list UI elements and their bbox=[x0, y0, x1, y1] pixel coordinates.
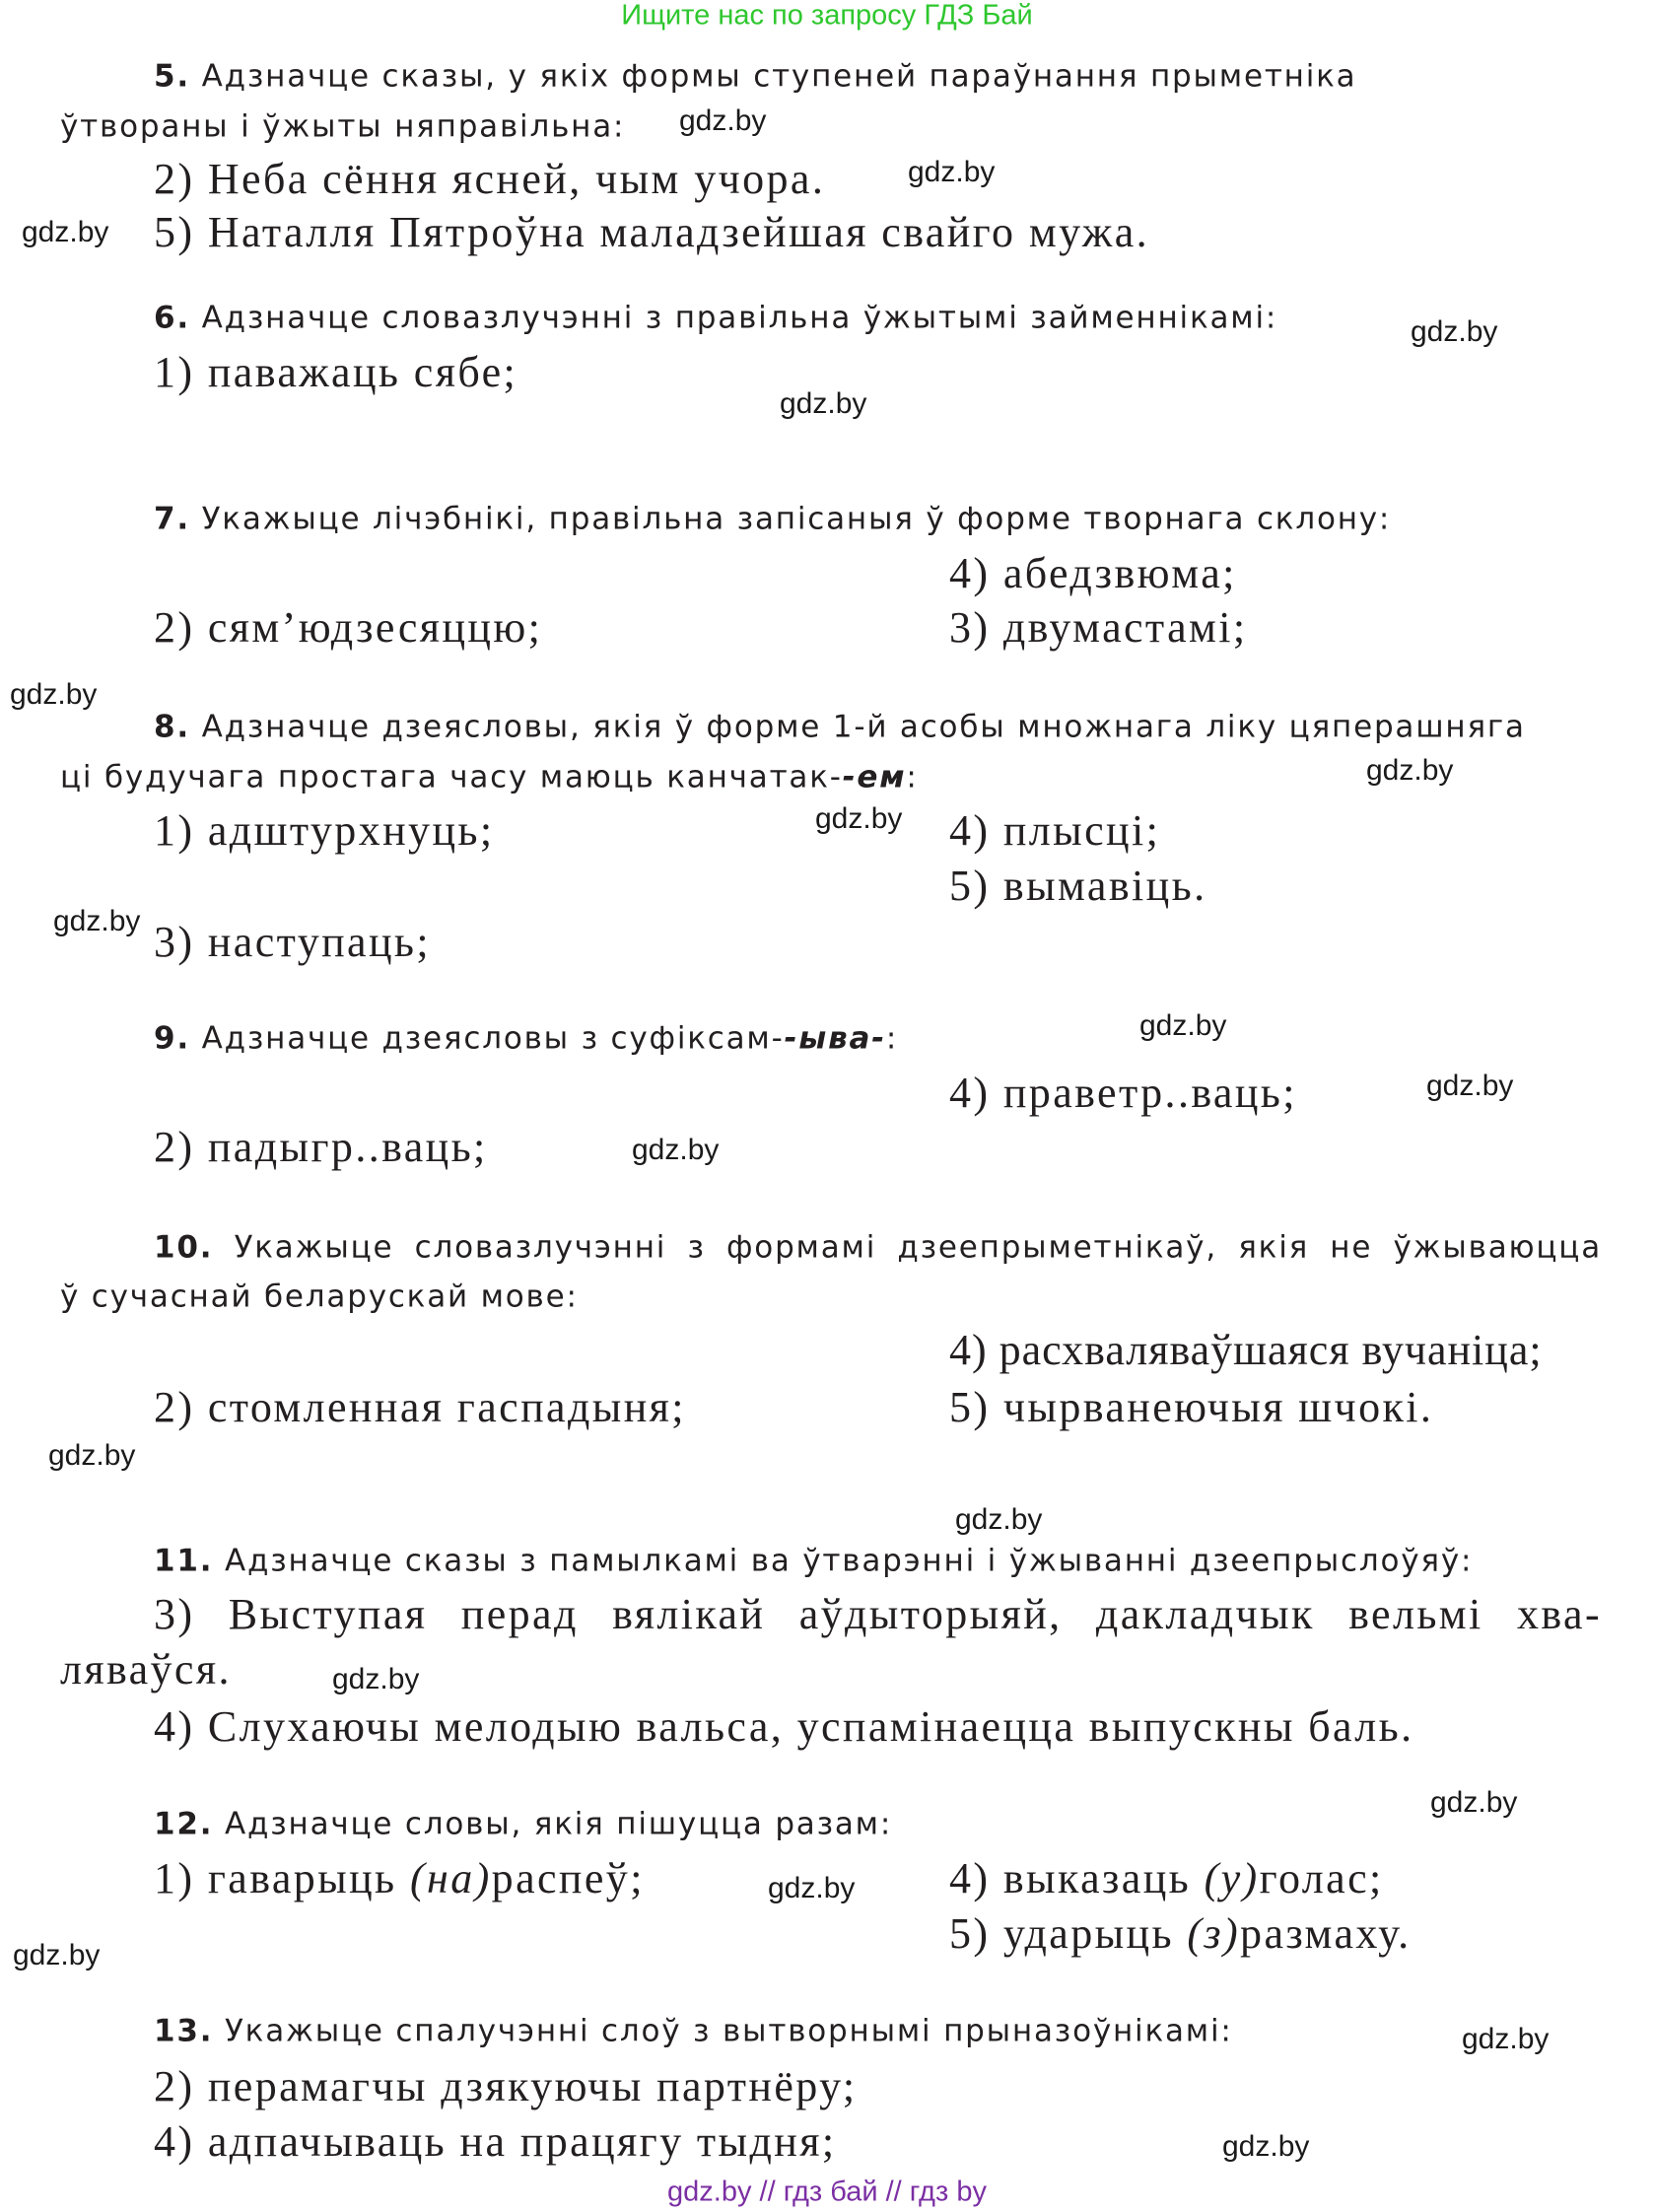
question-text: Укажыце спалучэнні слоў з вытворнымі прыназоўнікамі: bbox=[224, 2013, 1233, 2049]
watermark: gdz.by bbox=[53, 905, 141, 937]
question-6-prompt bbox=[154, 300, 1278, 336]
question-number: 13. bbox=[154, 2013, 214, 2049]
answer-text: 4) выказаць bbox=[949, 1854, 1205, 1902]
watermark: gdz.by bbox=[48, 1439, 136, 1472]
watermark: gdz.by bbox=[908, 156, 996, 188]
watermark: gdz.by bbox=[1430, 1786, 1518, 1819]
colon: : bbox=[885, 1020, 899, 1057]
watermark: gdz.by bbox=[1426, 1070, 1514, 1102]
answer-text: 1) гаварыць bbox=[154, 1854, 410, 1902]
watermark: gdz.by bbox=[22, 216, 109, 248]
answer-option: 3) Выступая перад вялікай аўдыторыяй, дакладчык вельмі хва- bbox=[154, 1590, 1602, 1638]
answer-option: 2) перамагчы дзякуючы партнёру; bbox=[154, 2062, 858, 2110]
answer-option: 4) расхваляваўшаяся вучаніца; bbox=[949, 1326, 1543, 1374]
colon: : bbox=[906, 759, 919, 795]
answer-option: 4) праветр..ваць; bbox=[949, 1069, 1297, 1117]
footer-links[interactable]: gdz.by // гдз бай // гдз by bbox=[667, 2176, 987, 2208]
answer-option: 2) сям’юдзесяццю; bbox=[154, 603, 543, 652]
question-10-prompt bbox=[154, 1229, 1602, 1266]
question-number: 6. bbox=[154, 300, 190, 336]
watermark: gdz.by bbox=[1411, 315, 1498, 348]
answer-option-cont: ляваўся. bbox=[60, 1645, 232, 1694]
question-10-prompt-cont: ў сучаснай беларускай мове: bbox=[60, 1279, 579, 1315]
answer-text: 5) ударыць bbox=[949, 1909, 1188, 1958]
ending-highlight: -ем bbox=[842, 759, 907, 795]
question-number: 7. bbox=[154, 501, 190, 537]
watermark: gdz.by bbox=[1222, 2130, 1310, 2163]
question-text: Укажыце словазлучэнні з формамі дзеепрыметнікаў, якія не ўжываюцца bbox=[234, 1229, 1602, 1266]
question-13-prompt bbox=[154, 2013, 1233, 2049]
answer-italic-part: (з) bbox=[1187, 1909, 1241, 1958]
answer-option bbox=[949, 1909, 1412, 1958]
question-text: Адзначце словы, якія пішуцца разам: bbox=[224, 1806, 893, 1842]
watermark: gdz.by bbox=[632, 1134, 720, 1166]
answer-text: голас; bbox=[1259, 1854, 1384, 1902]
question-12-prompt bbox=[154, 1806, 893, 1842]
watermark: gdz.by bbox=[1462, 2023, 1550, 2055]
answer-option: 2) Неба сёння ясней, чым учора. bbox=[154, 155, 826, 203]
question-text: Адзначце дзеясловы з суфіксам- bbox=[201, 1020, 785, 1057]
answer-option: 5) Наталля Пятроўна маладзейшая свайго мужа. bbox=[154, 208, 1150, 256]
watermark: gdz.by bbox=[768, 1872, 856, 1904]
question-text: Адзначце сказы з памылкамі ва ўтварэнні і ўжыванні дзеепрыслоўяў: bbox=[224, 1543, 1474, 1579]
question-7-prompt bbox=[154, 501, 1392, 537]
question-11-prompt bbox=[154, 1543, 1474, 1579]
question-text: Адзначце словазлучэнні з правільна ўжытымі займеннікамі: bbox=[201, 300, 1278, 336]
question-number: 12. bbox=[154, 1806, 214, 1842]
answer-text: распеў; bbox=[491, 1854, 645, 1902]
question-number: 10. bbox=[154, 1229, 214, 1266]
answer-option: 2) стомленная гаспадыня; bbox=[154, 1383, 686, 1431]
question-number: 11. bbox=[154, 1543, 214, 1579]
answer-option: 4) адпачываць на працягу тыдня; bbox=[154, 2117, 837, 2166]
question-8-prompt bbox=[154, 709, 1526, 745]
question-8-prompt-cont bbox=[60, 759, 919, 795]
watermark: gdz.by bbox=[1366, 754, 1454, 787]
answer-option bbox=[949, 1854, 1384, 1902]
watermark: gdz.by bbox=[10, 678, 98, 711]
question-text: Адзначце сказы, у якіх формы ступеней параўнання прыметніка bbox=[201, 58, 1357, 95]
answer-option: 1) адштурхнуць; bbox=[154, 806, 495, 855]
answer-option bbox=[154, 1854, 645, 1902]
answer-text: размаху. bbox=[1240, 1909, 1412, 1958]
question-5-prompt bbox=[154, 58, 1357, 95]
watermark: gdz.by bbox=[13, 1939, 101, 1971]
watermark: gdz.by bbox=[815, 802, 903, 835]
answer-option: 4) Слухаючы мелодыю вальса, успамінаецца выпускны баль. bbox=[154, 1702, 1414, 1751]
answer-option: 2) падыгр..ваць; bbox=[154, 1123, 488, 1171]
answer-option: 3) двумастамі; bbox=[949, 603, 1248, 652]
question-number: 8. bbox=[154, 709, 190, 745]
question-number: 9. bbox=[154, 1020, 190, 1057]
answer-italic-part: (на) bbox=[409, 1854, 492, 1902]
question-text: Адзначце дзеясловы, якія ў форме 1-й асобы множнага ліку цяперашняга bbox=[201, 709, 1526, 745]
question-5-prompt-cont: ўтвораны і ўжыты няправільна: bbox=[60, 108, 626, 145]
watermark: gdz.by bbox=[955, 1503, 1043, 1536]
answer-option: 3) наступаць; bbox=[154, 918, 432, 966]
answer-option: 5) чырванеючыя шчокі. bbox=[949, 1383, 1434, 1431]
watermark: gdz.by bbox=[780, 387, 867, 420]
question-text: Укажыце лічэбнікі, правільна запісаныя ў форме творнага склону: bbox=[201, 501, 1392, 537]
answer-option: 1) паважаць сябе; bbox=[154, 348, 518, 396]
suffix-highlight: -ыва- bbox=[784, 1020, 886, 1057]
watermark: gdz.by bbox=[679, 104, 767, 137]
watermark: gdz.by bbox=[1139, 1009, 1227, 1042]
question-number: 5. bbox=[154, 58, 190, 95]
answer-option: 4) плысці; bbox=[949, 806, 1161, 855]
search-hint-banner[interactable]: Ищите нас по запросу ГДЗ Бай bbox=[621, 0, 1033, 32]
question-9-prompt bbox=[154, 1020, 899, 1057]
question-text: ці будучага простага часу маюць канчатак- bbox=[60, 759, 843, 795]
answer-option: 5) вымавіць. bbox=[949, 862, 1207, 910]
answer-option: 4) абедзвюма; bbox=[949, 549, 1237, 597]
answer-italic-part: (у) bbox=[1204, 1854, 1260, 1902]
watermark: gdz.by bbox=[332, 1663, 420, 1695]
